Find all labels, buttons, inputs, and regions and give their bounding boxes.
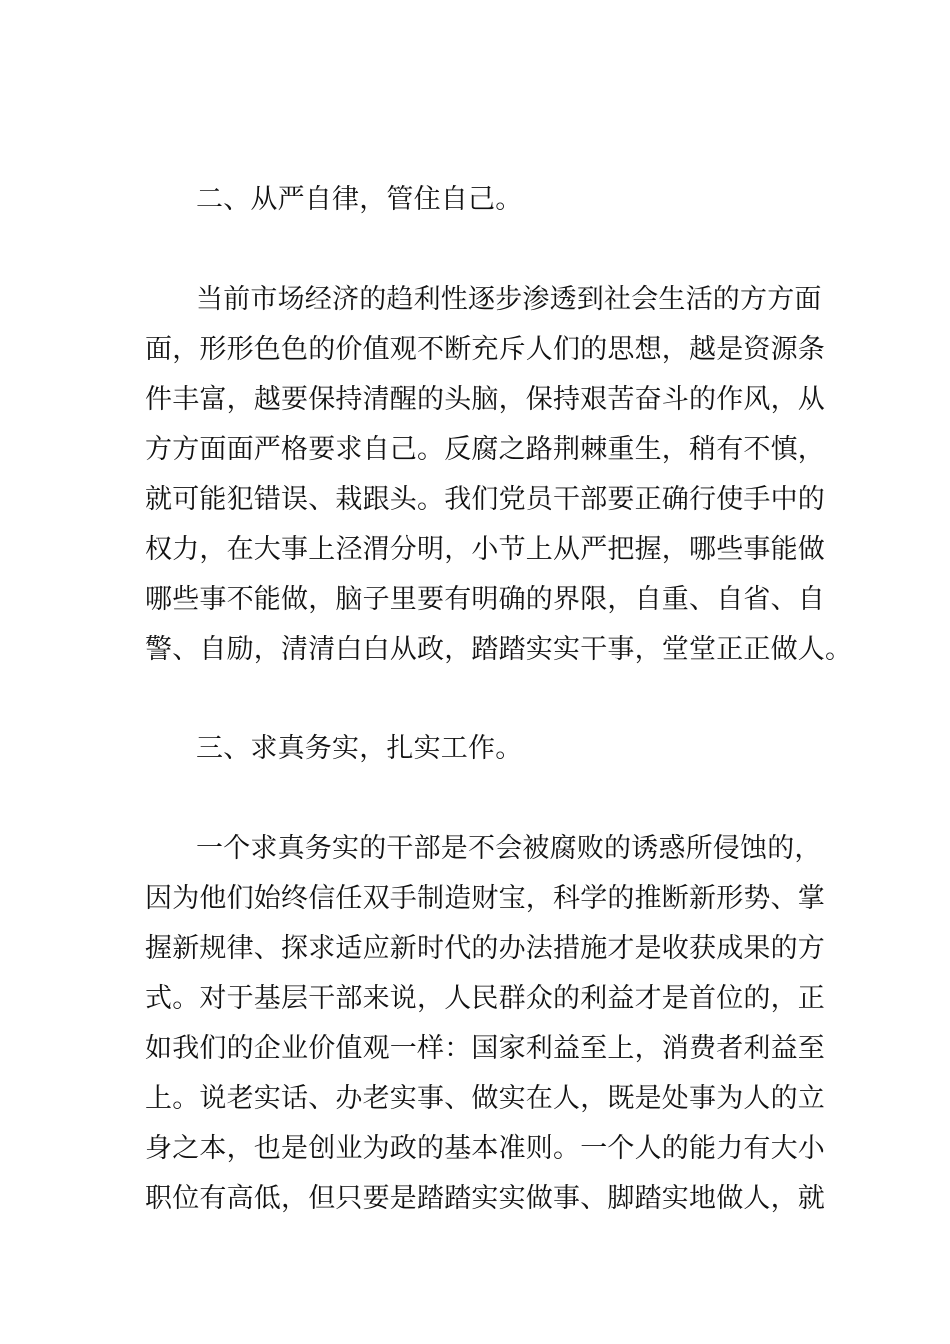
paragraph-1-line: 就可能犯错误、栽跟头。我们党员干部要正确行使手中的 xyxy=(145,484,825,515)
paragraph-2-line: 式。对于基层干部来说，人民群众的利益才是首位的，正 xyxy=(145,983,825,1014)
paragraph-2-line: 握新规律、探求适应新时代的办法措施才是收获成果的方 xyxy=(145,933,825,964)
paragraph-1-line: 件丰富，越要保持清醒的头脑，保持艰苦奋斗的作风，从 xyxy=(145,384,825,415)
paragraph-1-line: 权力，在大事上泾渭分明，小节上从严把握，哪些事能做 xyxy=(145,534,825,565)
paragraph-1-line: 方方面面严格要求自己。反腐之路荆棘重生，稍有不慎， xyxy=(145,434,825,465)
paragraph-2-line: 如我们的企业价值观一样：国家利益至上，消费者利益至 xyxy=(145,1033,825,1064)
section-heading-2: 二、从严自律，管住自己。 xyxy=(196,184,523,215)
paragraph-2-line: 上。说老实话、办老实事、做实在人，既是处事为人的立 xyxy=(145,1083,825,1114)
section-heading-3: 三、求真务实，扎实工作。 xyxy=(196,733,523,764)
paragraph-1-line: 当前市场经济的趋利性逐步渗透到社会生活的方方面 xyxy=(196,284,822,315)
paragraph-2-line: 身之本，也是创业为政的基本准则。一个人的能力有大小 xyxy=(145,1133,825,1164)
paragraph-1-line: 哪些事不能做，脑子里要有明确的界限，自重、自省、自 xyxy=(145,584,825,615)
paragraph-2-line: 因为他们始终信任双手制造财宝，科学的推断新形势、掌 xyxy=(145,883,825,914)
paragraph-2-line: 一个求真务实的干部是不会被腐败的诱惑所侵蚀的， xyxy=(196,833,822,864)
paragraph-1-line: 面，形形色色的价值观不断充斥人们的思想，越是资源条 xyxy=(145,334,825,365)
paragraph-1-line: 警、自励，清清白白从政，踏踏实实干事，堂堂正正做人。 xyxy=(145,634,853,665)
paragraph-2-line: 职位有高低，但只要是踏踏实实做事、脚踏实地做人，就 xyxy=(145,1183,825,1214)
